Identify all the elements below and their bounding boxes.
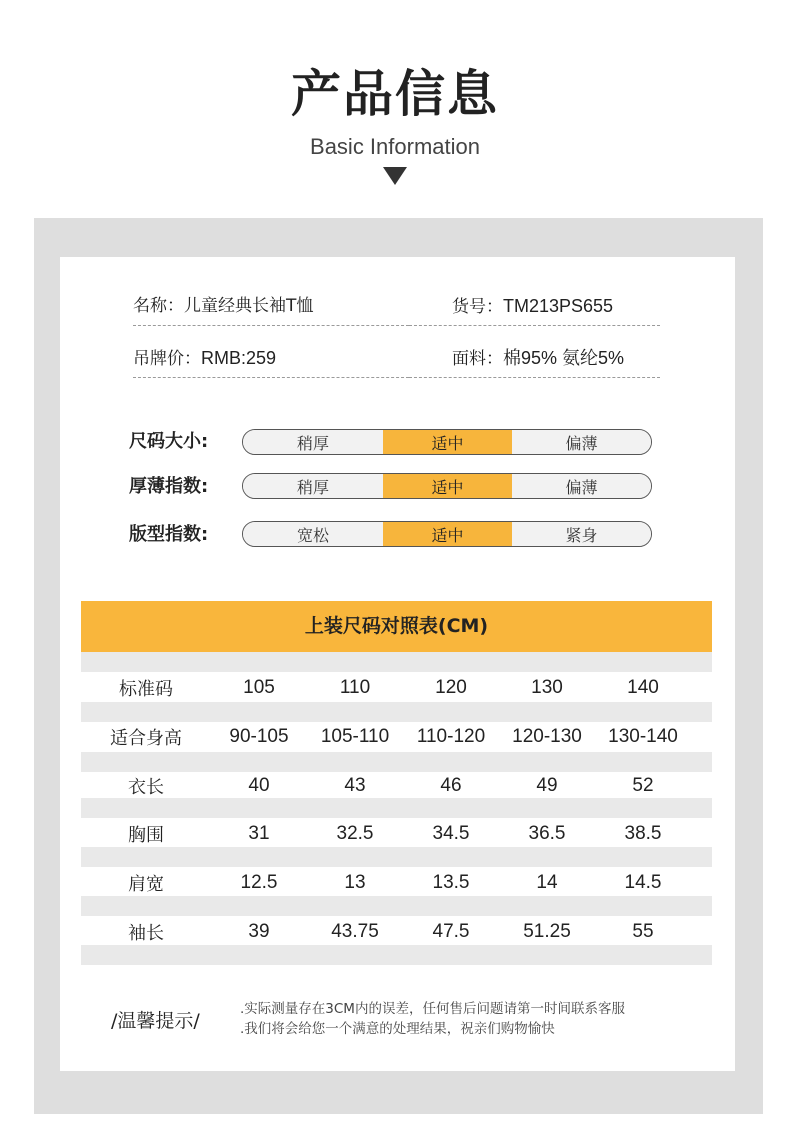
- table-cell: 120: [435, 677, 467, 698]
- table-cell: 47.5: [432, 921, 470, 942]
- table-cell: 46: [440, 775, 462, 796]
- scale-option-selected: 适中: [383, 522, 512, 546]
- table-cell: 90-105: [229, 726, 289, 747]
- table-cell: 14.5: [624, 872, 662, 893]
- scale-option: 偏薄: [512, 430, 651, 454]
- table-cell: 32.5: [336, 823, 374, 844]
- table-cell: 49: [536, 775, 558, 796]
- scale-option: 稍厚: [243, 430, 383, 454]
- row-label: 肩宽: [128, 874, 164, 895]
- table-cell: 120-130: [512, 726, 582, 747]
- product-name-value: 儿童经典长袖T恤: [184, 296, 314, 316]
- page-title: 产品信息: [291, 65, 499, 123]
- row-label: 标准码: [119, 679, 173, 700]
- size-table-title: 上装尺码对照表(CM): [81, 601, 712, 652]
- row-label: 胸围: [128, 825, 164, 846]
- fabric-value: 棉95% 氨纶5%: [503, 348, 625, 368]
- table-cell: 51.25: [523, 921, 571, 942]
- size-scale-label: 尺码大小:: [129, 431, 209, 452]
- row-label: 适合身高: [110, 728, 182, 749]
- table-cell: 40: [248, 775, 270, 796]
- fit-scale-bar: [242, 521, 652, 547]
- table-cell: 110-120: [416, 726, 486, 747]
- fit-scale-label: 版型指数:: [129, 524, 209, 545]
- product-name-field: [133, 286, 409, 326]
- sku-field: [409, 286, 660, 326]
- sku-value: TM213PS655: [503, 296, 614, 316]
- table-stripe: [81, 752, 712, 772]
- table-cell: 43: [344, 775, 366, 796]
- table-cell: 36.5: [528, 823, 566, 844]
- table-row: [81, 771, 712, 801]
- scale-option: 偏薄: [512, 474, 651, 498]
- table-stripe: [81, 702, 712, 722]
- table-cell: 110: [339, 677, 371, 698]
- size-scale-bar: [242, 429, 652, 455]
- table-cell: 31: [248, 823, 270, 844]
- product-name-label: 名称：: [133, 296, 184, 316]
- table-row: [81, 722, 712, 752]
- table-stripe: [81, 652, 712, 672]
- scale-option-selected: 适中: [383, 430, 512, 454]
- price-field: [133, 338, 409, 378]
- table-cell: 105: [243, 677, 275, 698]
- tips-line-2: .我们将会给您一个满意的处理结果，祝亲们购物愉快: [240, 1021, 555, 1037]
- table-cell: 13: [344, 872, 366, 893]
- scale-option-selected: 适中: [383, 474, 512, 498]
- table-cell: 43.75: [331, 921, 379, 942]
- table-cell: 34.5: [432, 823, 470, 844]
- page-subtitle: Basic Information: [310, 134, 480, 159]
- table-cell: 130-140: [608, 726, 678, 747]
- table-stripe: [81, 945, 712, 965]
- table-row: [81, 868, 712, 898]
- table-stripe: [81, 847, 712, 867]
- table-cell: 14: [536, 872, 558, 893]
- thickness-scale-bar: [242, 473, 652, 499]
- table-row: [81, 673, 712, 703]
- fabric-label: 面料：: [452, 349, 503, 369]
- table-cell: 39: [248, 921, 270, 942]
- thickness-scale-label: 厚薄指数:: [129, 476, 209, 497]
- tips-label: /温馨提示/: [111, 1010, 200, 1032]
- table-stripe: [81, 896, 712, 916]
- table-cell: 55: [632, 921, 654, 942]
- table-row: [81, 819, 712, 849]
- table-cell: 130: [531, 677, 563, 698]
- row-label: 袖长: [128, 923, 164, 944]
- scale-option: 稍厚: [243, 474, 383, 498]
- price-label: 吊牌价：: [133, 349, 201, 369]
- scale-option: 紧身: [512, 522, 651, 546]
- table-cell: 140: [627, 677, 659, 698]
- row-label: 衣长: [128, 777, 164, 798]
- sku-label: 货号：: [452, 297, 503, 317]
- tips-line-1: .实际测量存在3CM内的误差，任何售后问题请第一时间联系客服: [240, 1001, 625, 1017]
- table-cell: 52: [632, 775, 654, 796]
- table-cell: 105-110: [320, 726, 390, 747]
- table-cell: 13.5: [432, 872, 470, 893]
- price-value: RMB:259: [201, 348, 277, 368]
- fabric-field: [409, 338, 660, 378]
- table-cell: 38.5: [624, 823, 662, 844]
- table-cell: 12.5: [240, 872, 278, 893]
- scale-option: 宽松: [243, 522, 383, 546]
- table-stripe: [81, 798, 712, 818]
- down-arrow-icon: [383, 167, 407, 185]
- table-row: [81, 917, 712, 947]
